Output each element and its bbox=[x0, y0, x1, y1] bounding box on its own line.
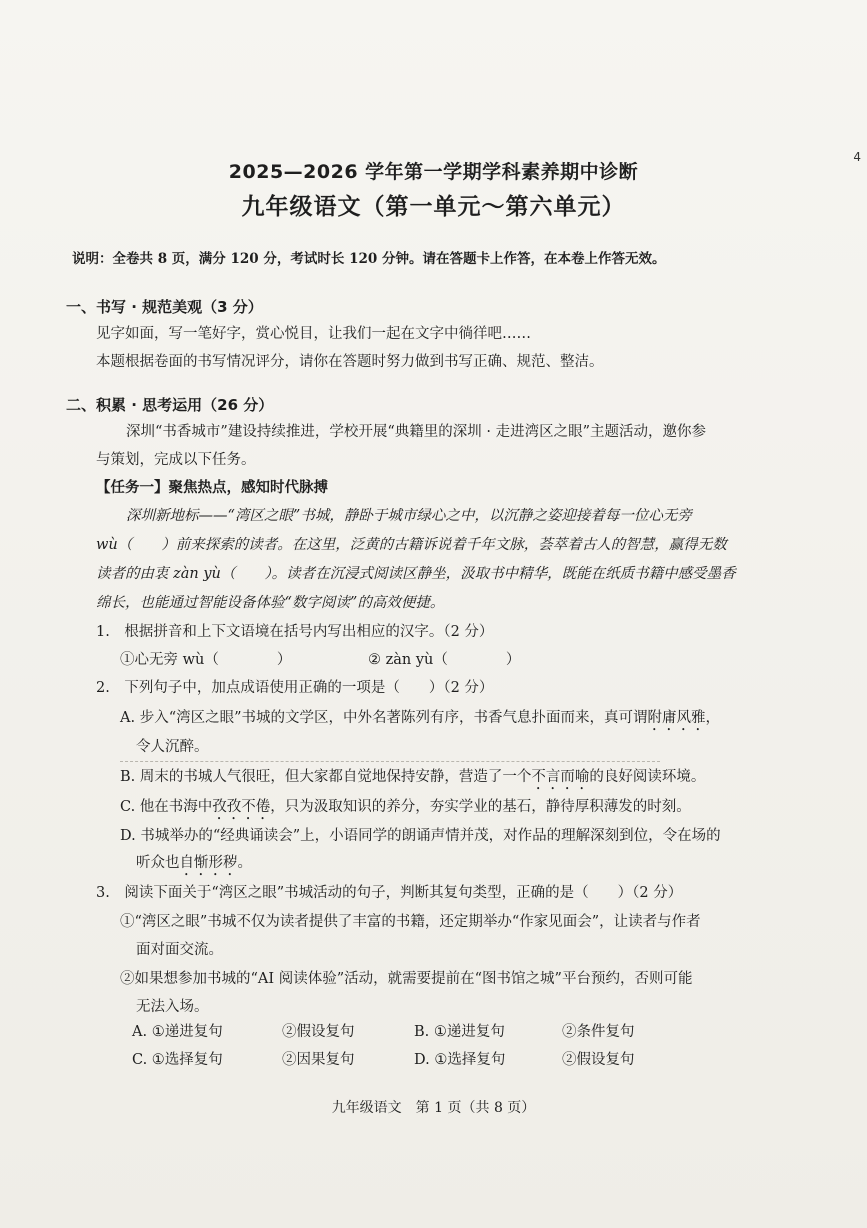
exam-subtitle: 九年级语文（第一单元～第六单元） bbox=[241, 194, 626, 220]
edge-page-mark: 4 bbox=[853, 150, 861, 164]
q2-d-cont-text: 听众也 bbox=[136, 855, 180, 871]
section1-line-1: 见字如面，写一笔好字，赏心悦目，让我们一起在文字中徜徉吧…… bbox=[96, 326, 531, 342]
q2-b-idiom: 不言而喻 bbox=[531, 769, 590, 785]
page-footer: 九年级语文 第 1 页（共 8 页） bbox=[331, 1100, 536, 1116]
q3-option-a-2: ②假设复句 bbox=[282, 1024, 355, 1040]
q2-option-c bbox=[120, 797, 691, 823]
q2-c-text: C. 他在书海中 bbox=[120, 799, 213, 815]
q3-option-d-1: D. ①选择复句 bbox=[414, 1052, 506, 1068]
q2-stem: 2. 下列句子中，加点成语使用正确的一项是（ ）（2 分） bbox=[96, 680, 494, 696]
q3-option-c-2: ②因果复句 bbox=[282, 1052, 355, 1068]
q2-d-tail: 。 bbox=[237, 855, 252, 871]
q2-option-d-cont bbox=[136, 853, 252, 879]
q3-sentence-1-cont: 面对面交流。 bbox=[136, 942, 223, 958]
q1-blank-1: ①心无旁 wù（ ） bbox=[120, 652, 292, 668]
task1-title: 聚焦热点，感知时代脉搏 bbox=[168, 479, 328, 496]
q3-option-c-1: C. ①选择复句 bbox=[132, 1052, 223, 1068]
section2-heading: 二、积累 · 思考运用（26 分） bbox=[66, 396, 274, 414]
q1-blank-2: ② zàn yù（ ） bbox=[368, 652, 521, 668]
passage-line-4: 绵长，也能通过智能设备体验“数字阅读”的高效便捷。 bbox=[96, 595, 445, 611]
q2-option-b bbox=[120, 767, 705, 793]
q3-option-b-2: ②条件复句 bbox=[562, 1024, 635, 1040]
q3-option-d-2: ②假设复句 bbox=[562, 1052, 635, 1068]
q3-option-a-1: A. ①递进复句 bbox=[132, 1024, 223, 1040]
q2-option-d: D. 书城举办的“经典诵读会”上，小语同学的朗诵声情并茂，对作品的理解深刻到位，令在场的 bbox=[120, 828, 721, 844]
section1-heading: 一、书写 · 规范美观（3 分） bbox=[66, 298, 263, 316]
q2-a-idiom: 附庸风雅 bbox=[647, 710, 706, 726]
passage-line-1: 深圳新地标——“湾区之眼”书城，静卧于城市绿心之中，以沉静之姿迎接着每一位心无旁 bbox=[126, 508, 692, 524]
q3-sentence-2: ②如果想参加书城的“AI 阅读体验”活动，就需要提前在“图书馆之城”平台预约，否则可能 bbox=[120, 971, 693, 987]
task1-heading bbox=[96, 478, 328, 498]
q2-c-tail: ，只为汲取知识的养分，夯实学业的基石，静待厚积薄发的时刻。 bbox=[270, 799, 691, 815]
passage-line-2: wù（ ）前来探索的读者。在这里，泛黄的古籍诉说着千年文脉，荟萃着古人的智慧，赢得无数 bbox=[96, 537, 727, 553]
q1-stem: 1. 根据拼音和上下文语境在括号内写出相应的汉字。（2 分） bbox=[96, 624, 494, 640]
q2-b-text: B. 周末的书城人气很旺，但大家都自觉地保持安静，营造了一个 bbox=[120, 769, 532, 785]
q2-c-idiom: 孜孜不倦 bbox=[212, 799, 271, 815]
q3-sentence-2-cont: 无法入场。 bbox=[136, 999, 209, 1015]
instructions-note: 说明：全卷共 8 页，满分 120 分，考试时长 120 分钟。请在答题卡上作答，在本卷上作答无效。 bbox=[72, 251, 666, 267]
q2-a-text: A. 步入“湾区之眼”书城的文学区，中外名著陈列有序，书香气息扑面而来，真可谓 bbox=[120, 710, 648, 726]
q2-option-a-cont: 令人沉醉。 bbox=[136, 739, 209, 755]
task1-label: 【任务一】 bbox=[96, 479, 169, 496]
q3-option-b-1: B. ①递进复句 bbox=[414, 1024, 505, 1040]
section2-intro-1: 深圳“书香城市”建设持续推进，学校开展“典籍里的深圳 · 走进湾区之眼”主题活动，邀你参 bbox=[126, 424, 706, 440]
q2-b-tail: 的良好阅读环境。 bbox=[589, 769, 706, 785]
section1-line-2: 本题根据卷面的书写情况评分，请你在答题时努力做到书写正确、规范、整洁。 bbox=[96, 354, 604, 370]
q2-d-idiom: 自惭形秽 bbox=[179, 855, 238, 871]
exam-title: 2025—2026 学年第一学期学科素养期中诊断 bbox=[228, 161, 639, 183]
section2-intro-2: 与策划，完成以下任务。 bbox=[96, 452, 256, 468]
q2-option-a bbox=[120, 708, 720, 734]
passage-line-3: 读者的由衷 zàn yù（ ）。读者在沉浸式阅读区静坐，汲取书中精华，既能在纸质书籍中感受墨香 bbox=[96, 566, 736, 582]
q2-a-punct: ， bbox=[705, 710, 721, 726]
divider-line bbox=[120, 761, 660, 762]
q3-stem: 3. 阅读下面关于“湾区之眼”书城活动的句子，判断其复句类型，正确的是（ ）（2 分） bbox=[96, 885, 683, 901]
q3-sentence-1: ①“湾区之眼”书城不仅为读者提供了丰富的书籍，还定期举办“作家见面会”，让读者与作者 bbox=[120, 914, 701, 930]
